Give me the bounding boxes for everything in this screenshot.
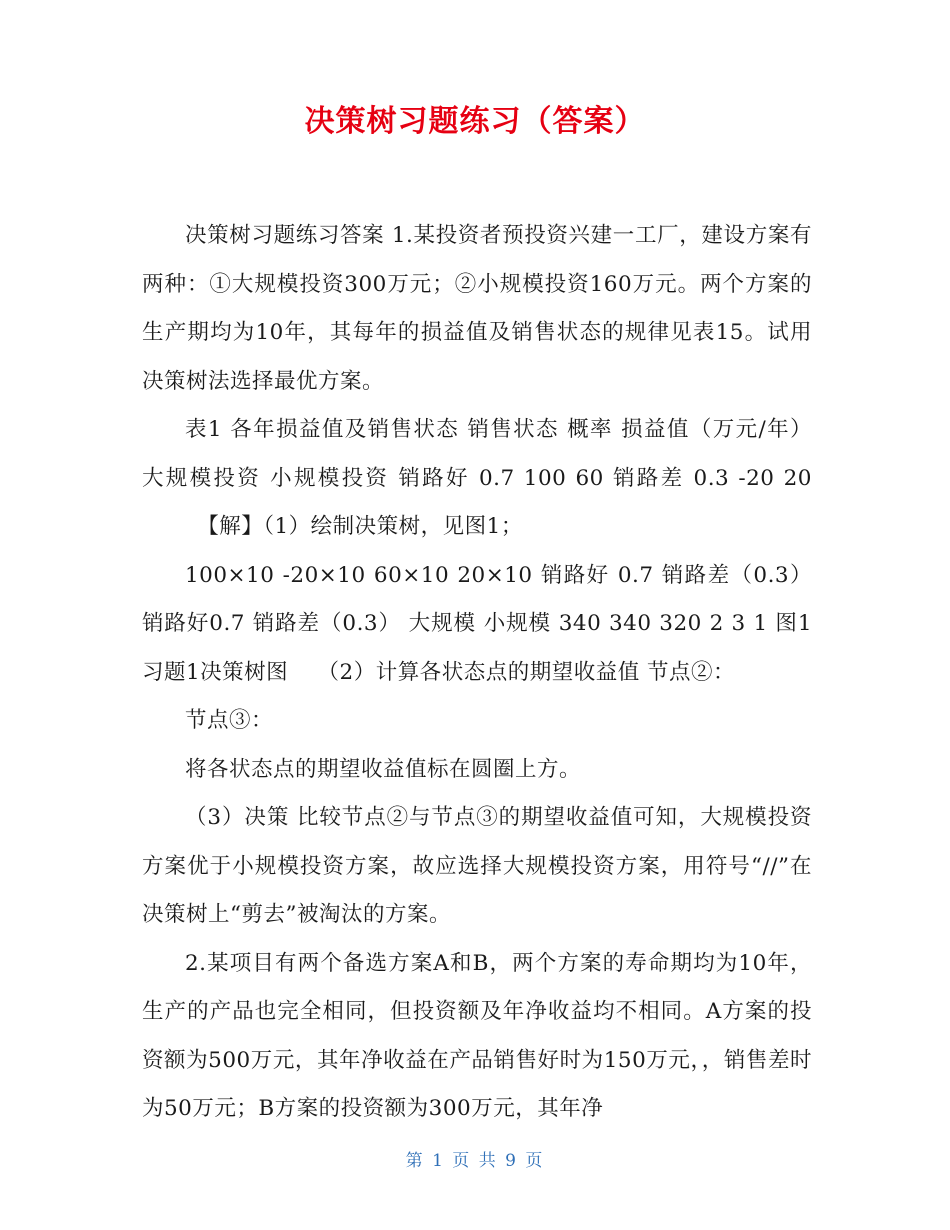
paragraph-mark-values: 将各状态点的期望收益值标在圆圈上方。 (185, 756, 582, 782)
paragraph-table-1: 表1 各年损益值及销售状态 销售状态 概率 损益值（万元/年） 大规模投资 小规模投资 销路好 0.7 100 60 销路差 0.3 -20 20 【解】（1）绘制决策树，见图1； (142, 417, 812, 539)
page-title: 决策树习题练习（答案） (304, 104, 646, 139)
paragraph-decision: （3）决策 比较节点②与节点③的期望收益值可知，大规模投资方案优于小规模投资方案，故应选择大规模投资方案，用符号“//”在决策树上“剪去”被淘汰的方案。 (142, 805, 812, 927)
document-body (142, 212, 842, 1134)
paragraph-figure-1: 100×10 -20×10 60×10 20×10 销路好 0.7 销路差（0.3） 销路好0.7 销路差（0.3） 大规模 小规模 340 340 320 2 3 1 图1 习题1决策树图 （2）计算各状态点的期望收益值 节点②： (142, 562, 842, 685)
paragraph-problem-1: 决策树习题练习答案 1.某投资者预投资兴建一工厂，建设方案有两种：①大规模投资300万元；②小规模投资160万元。两个方案的生产期均为10年，其每年的损益值及销售状态的规律见表15。试用决策树法选择最优方案。 (142, 223, 812, 394)
paragraph-node-3: 节点③： (185, 708, 274, 733)
paragraph-problem-2: 2.某项目有两个备选方案A和B，两个方案的寿命期均为10年，生产的产品也完全相同，但投资额及年净收益均不相同。A方案的投资额为500万元，其年净收益在产品销售好时为150万元，，销售差时为50万元；B方案的投资额为300万元，其年净 (142, 950, 812, 1121)
page-footer: 第 1 页 共 9 页 (405, 1151, 545, 1171)
